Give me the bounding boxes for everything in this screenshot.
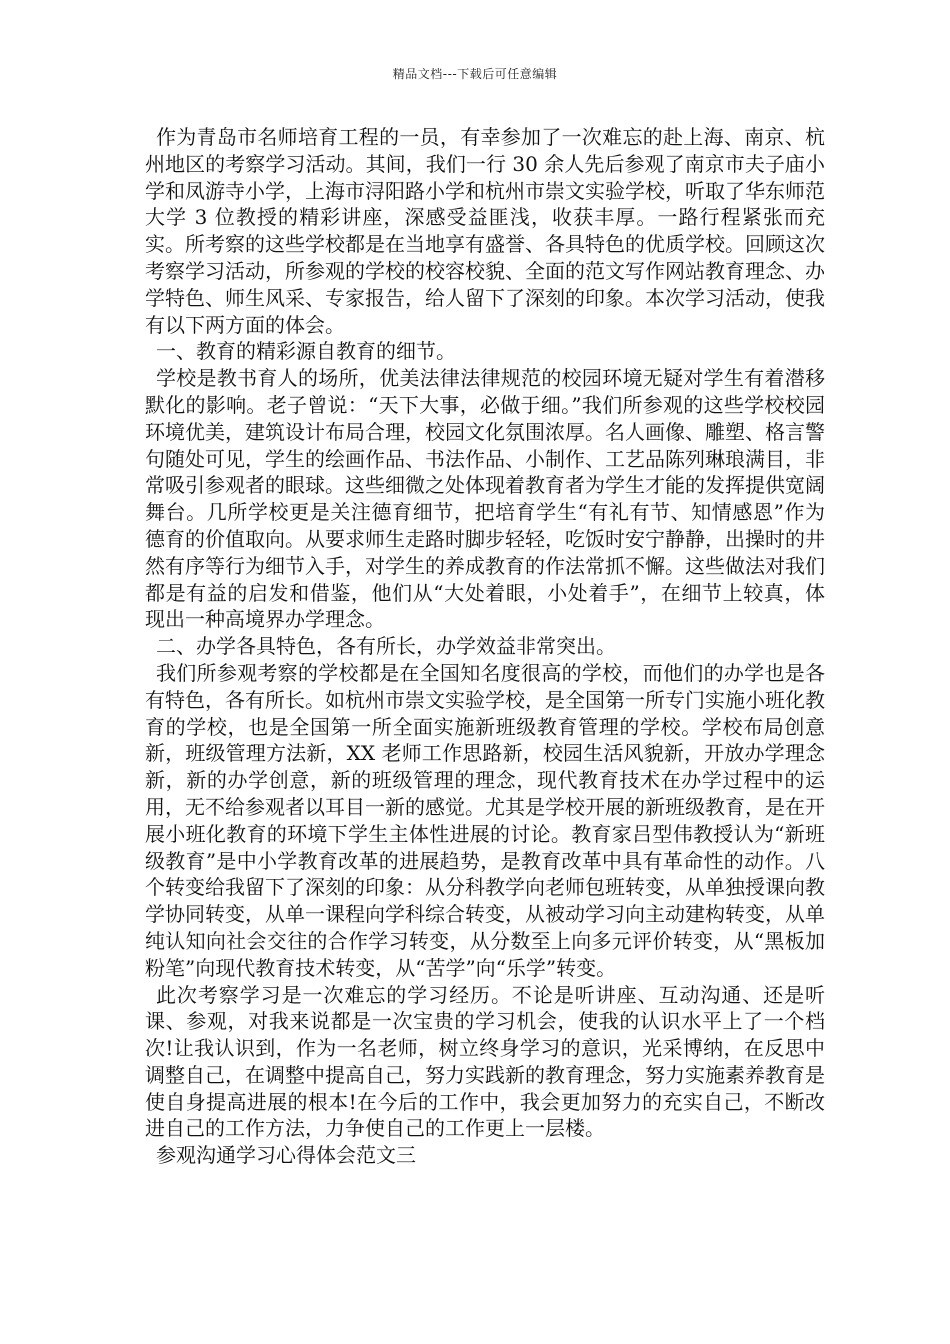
section-heading-2: 二、办学各具特色，各有所长，办学效益非常突出。 [156,634,616,659]
next-article-title: 参观沟通学习心得体会范文三 [156,1143,416,1168]
document-body [145,124,825,1169]
paragraph-features: 我们所参观考察的学校都是在全国知名度很高的学校，而他们的办学也是各有特色，各有所长。如杭州市崇文实验学校，是全国第一所专门实施小班化教育的学校，也是全国第一所全面实施新班级教育管理的学校。学校布局创意新，班级管理方法新，XX 老师工作思路新，校园生活风貌新，开放办学理念新，新的办学创意，新的班级管理的理念，现代教育技术在办学过程中的运用，无不给参观者以耳目一新的感觉。尤其是学校开展的新班级教育，是在开展小班化教育的环境下学生主体性进展的讨论。教育家吕型伟教授认为“新班级教育”是中小学教育改革的进展趋势，是教育改革中具有革命性的动作。八个转变给我留下了深刻的印象：从分科教学向老师包班转变，从单独授课向教学协同转变，从单一课程向学科综合转变，从被动学习向主动建构转变，从单纯认知向社会交往的合作学习转变，从分数至上向多元评价转变，从“黑板加粉笔”向现代教育技术转变，从“苦学”向“乐学”转变。 [145,660,825,980]
section-heading-1: 一、教育的精彩源自教育的细节。 [156,339,456,364]
paragraph-conclusion: 此次考察学习是一次难忘的学习经历。不论是听讲座、互动沟通、还是听课、参观，对我来说都是一次宝贵的学习机会，使我的认识水平上了一个档次!让我认识到，作为一名老师，树立终身学习的意识，光采博纳，在反思中调整自己，在调整中提高自己，努力实践新的教育理念，努力实施素养教育是使自身提高进展的根本!在今后的工作中，我会更加努力的充实自己，不断改进自己的工作方法，力争使自己的工作更上一层楼。 [145,982,825,1141]
page-header: 精品文档---下载后可任意编辑 [392,67,558,81]
paragraph-details: 学校是教书育人的场所，优美法律法律规范的校园环境无疑对学生有着潜移默化的影响。老子曾说：“天下大事，必做于细。”我们所参观的这些学校校园环境优美，建筑设计布局合理，校园文化氛围浓厚。名人画像、雕塑、格言警句随处可见，学生的绘画作品、书法作品、小制作、工艺品陈列琳琅满目，非常吸引参观者的眼球。这些细微之处体现着教育者为学生才能的发挥提供宽阔舞台。几所学校更是关注德育细节，把培育学生“有礼有节、知情感恩”作为德育的价值取向。从要求师生走路时脚步轻轻，吃饭时安宁静静，出操时的井然有序等行为细节入手，对学生的养成教育的作法常抓不懈。这些做法对我们都是有益的启发和借鉴，他们从“大处着眼，小处着手”，在细节上较真，体现出一种高境界办学理念。 [145,366,825,632]
paragraph-intro: 作为青岛市名师培育工程的一员，有幸参加了一次难忘的赴上海、南京、杭州地区的考察学习活动。其间，我们一行 30 余人先后参观了南京市夫子庙小学和凤游寺小学，上海市浔阳路小学和杭州市崇文实验学校，听取了华东师范大学 3 位教授的精彩讲座，深感受益匪浅，收获丰厚。一路行程紧张而充实。所考察的这些学校都是在当地享有盛誉、各具特色的优质学校。回顾这次考察学习活动，所参观的学校的校容校貌、全面的范文写作网站教育理念、办学特色、师生风采、专家报告，给人留下了深刻的印象。本次学习活动，使我有以下两方面的体会。 [145,125,825,337]
